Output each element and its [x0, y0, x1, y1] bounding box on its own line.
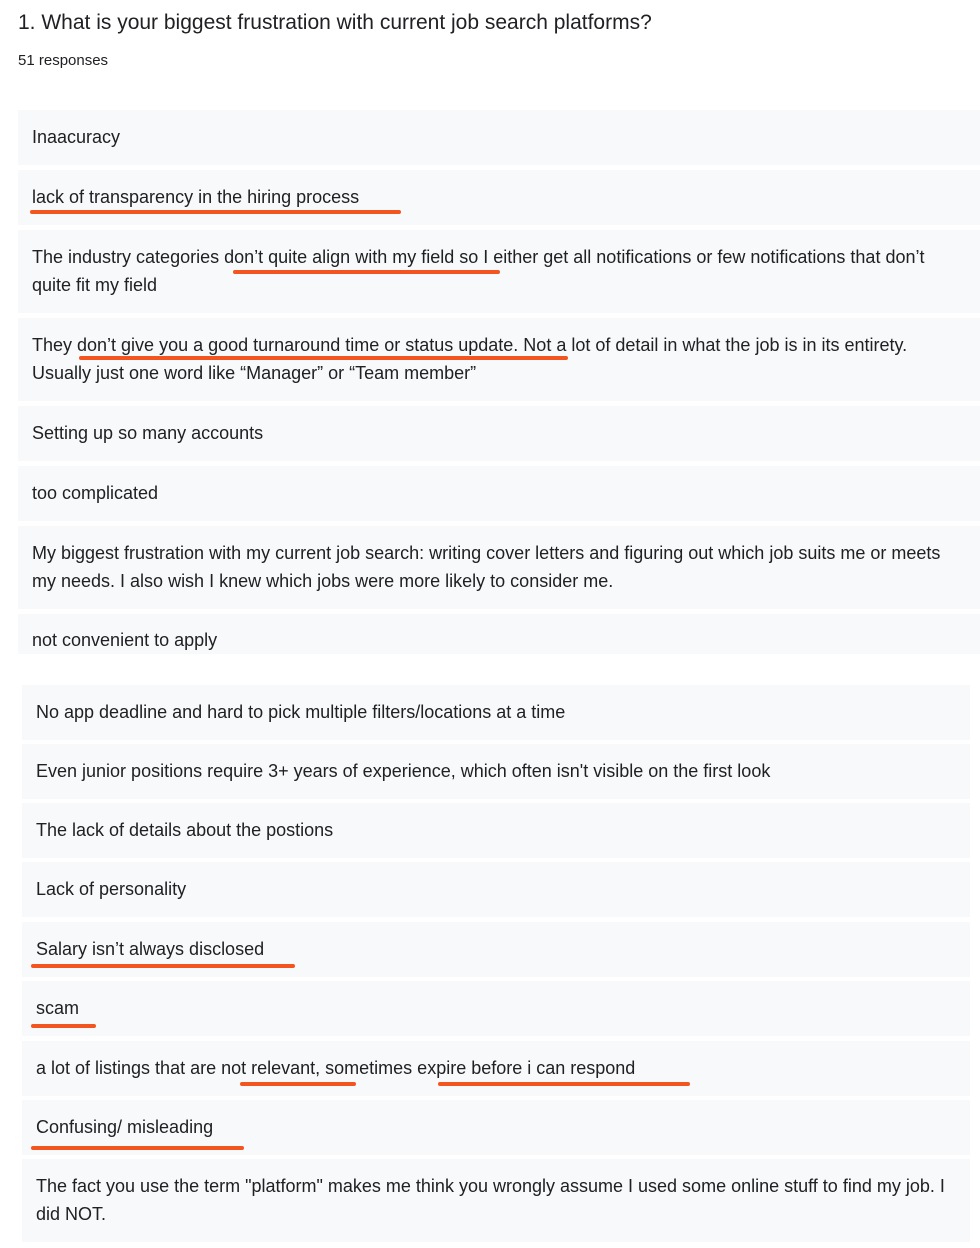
highlight-underline — [79, 356, 568, 360]
response-count: 51 responses — [18, 52, 109, 69]
response-card — [22, 803, 970, 858]
response-card — [18, 170, 980, 225]
response-text: not convenient to apply — [32, 630, 218, 650]
response-text: Lack of personality — [36, 878, 187, 899]
highlight-underline — [31, 1146, 244, 1150]
response-card — [22, 1159, 970, 1242]
highlight-underline — [31, 1024, 96, 1028]
response-card — [22, 862, 970, 917]
response-text: Setting up so many accounts — [32, 422, 264, 443]
response-text: Inaacuracy — [32, 126, 121, 147]
response-text: My biggest frustration with my current job search: writing cover letters and figuring out which job suits me or meets my needs. I also wish I knew which jobs were more likely to consider me. — [32, 543, 941, 591]
response-card — [22, 922, 970, 977]
response-text: Salary isn’t always disclosed — [36, 938, 265, 959]
highlight-underline — [31, 964, 295, 968]
response-text: The industry categories don’t quite align with my field so I either get all notifications or few notifications that don’t quite fit my field — [32, 247, 925, 295]
highlight-underline — [233, 270, 500, 274]
response-text: The fact you use the term "platform" makes me think you wrongly assume I used some online stuff to find my job. I did NOT. — [36, 1176, 945, 1224]
response-card — [22, 1041, 970, 1096]
highlight-underline — [240, 1082, 356, 1086]
response-card — [22, 981, 970, 1036]
response-text: lack of transparency in the hiring process — [32, 186, 360, 207]
response-card — [22, 685, 970, 740]
response-card — [18, 614, 980, 654]
response-text: Confusing/ misleading — [36, 1116, 214, 1137]
highlight-underline — [438, 1082, 690, 1086]
response-text: a lot of listings that are not relevant, sometimes expire before i can respond — [36, 1057, 636, 1078]
response-text: Even junior positions require 3+ years of experience, which often isn't visible on the first look — [36, 760, 771, 781]
response-card — [18, 406, 980, 461]
response-text: The lack of details about the postions — [36, 819, 334, 840]
response-text: scam — [36, 997, 80, 1018]
response-card — [18, 526, 980, 609]
highlight-underline — [30, 210, 401, 214]
response-text: too complicated — [32, 482, 159, 503]
response-text: They don’t give you a good turnaround time or status update. Not a lot of detail in what the job is in its entirety. Usually just one word like “Manager” or “Team member” — [32, 335, 908, 383]
response-card — [18, 110, 980, 165]
question-title: 1. What is your biggest frustration with current job search platforms? — [18, 11, 652, 34]
response-card — [18, 466, 980, 521]
response-text: No app deadline and hard to pick multiple filters/locations at a time — [36, 701, 566, 722]
response-card — [22, 744, 970, 799]
